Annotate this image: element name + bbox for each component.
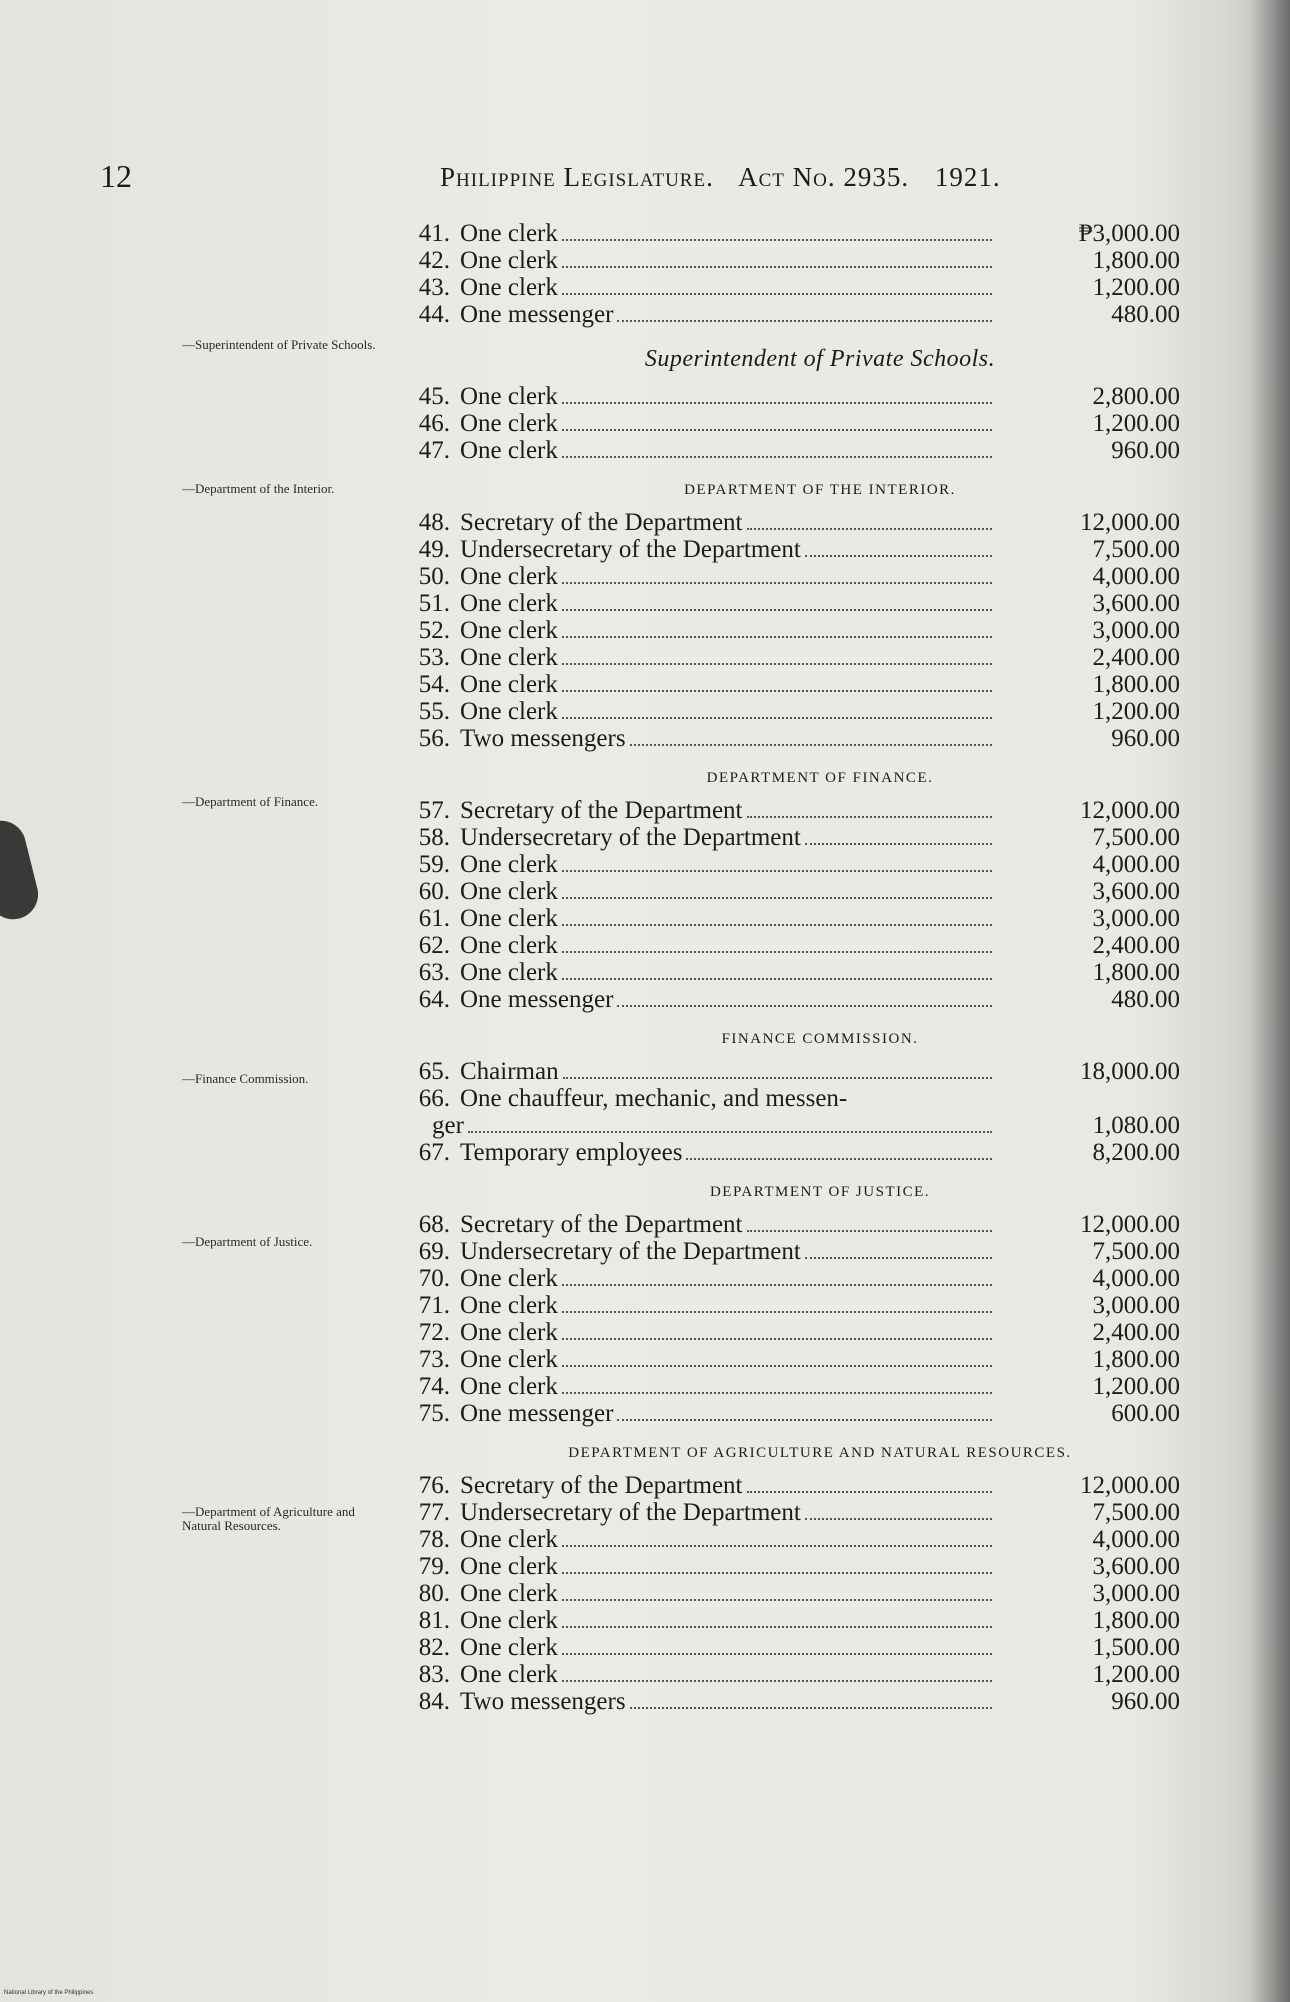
item-amount: 4,000.00 <box>1092 563 1180 590</box>
dot-leader <box>562 1626 992 1628</box>
item-label: Secretary of the Department <box>460 1211 743 1238</box>
item-number: 49. <box>418 536 450 563</box>
item-number: 63. <box>418 959 450 986</box>
item-number: 48. <box>418 509 450 536</box>
dot-leader <box>805 555 992 557</box>
item-number: 78. <box>418 1526 450 1553</box>
item-amount: 1,080.00 <box>1092 1112 1180 1139</box>
item-number: 79. <box>418 1553 450 1580</box>
item-label: One clerk <box>460 644 558 671</box>
section-heading: DEPARTMENT OF AGRICULTURE AND NATURAL RESOURCES. <box>568 1445 1072 1461</box>
item-amount: 3,600.00 <box>1092 1553 1180 1580</box>
dot-leader <box>630 744 992 746</box>
item-label: One clerk <box>460 959 558 986</box>
item-number: 80. <box>418 1580 450 1607</box>
item-number: 81. <box>418 1607 450 1634</box>
line-item <box>400 986 1180 1013</box>
line-item <box>400 1634 1180 1661</box>
section-heading: DEPARTMENT OF THE INTERIOR. <box>684 482 956 498</box>
item-label: One clerk <box>460 1526 558 1553</box>
dot-leader <box>468 1131 992 1133</box>
line-item <box>400 905 1180 932</box>
item-amount: 12,000.00 <box>1080 797 1180 824</box>
item-number: 59. <box>418 851 450 878</box>
line-item <box>400 410 1180 437</box>
dot-leader <box>562 897 992 899</box>
line-item <box>400 617 1180 644</box>
item-label: One clerk <box>460 671 558 698</box>
item-label: One clerk <box>460 1319 558 1346</box>
item-amount: 7,500.00 <box>1092 536 1180 563</box>
item-amount: 1,200.00 <box>1092 1661 1180 1688</box>
line-item <box>400 301 1180 328</box>
line-item <box>400 932 1180 959</box>
item-label: Two messengers <box>460 1688 626 1715</box>
line-item <box>400 1058 1180 1085</box>
running-head-title: Philippine Legislature. <box>440 162 714 192</box>
item-label: One clerk <box>460 410 558 437</box>
item-label: Temporary employees <box>460 1139 683 1166</box>
item-label: One clerk <box>460 617 558 644</box>
appropriation-list <box>400 220 1180 1715</box>
item-amount: 4,000.00 <box>1092 1526 1180 1553</box>
item-number: 64. <box>418 986 450 1013</box>
section-heading: Superintendent of Private Schools. <box>644 346 996 372</box>
line-item <box>400 1553 1180 1580</box>
item-number: 45. <box>418 383 450 410</box>
item-label: One clerk <box>460 437 558 464</box>
item-number: 69. <box>418 1238 450 1265</box>
item-amount: 960.00 <box>1111 1688 1180 1715</box>
line-item <box>400 1526 1180 1553</box>
line-item <box>400 878 1180 905</box>
line-item <box>400 509 1180 536</box>
dot-leader <box>562 609 992 611</box>
line-item <box>400 1607 1180 1634</box>
item-label: Secretary of the Department <box>460 509 743 536</box>
item-amount: 960.00 <box>1111 725 1180 752</box>
item-label: One clerk <box>460 932 558 959</box>
dot-leader <box>562 924 992 926</box>
section-heading: DEPARTMENT OF JUSTICE. <box>709 1184 931 1200</box>
item-number: 75. <box>418 1400 450 1427</box>
line-item <box>400 220 1180 247</box>
item-number: 58. <box>418 824 450 851</box>
line-item <box>400 1238 1180 1265</box>
item-number: 50. <box>418 563 450 590</box>
dot-leader <box>562 717 992 719</box>
item-label: One clerk <box>460 1265 558 1292</box>
dot-leader <box>562 1599 992 1601</box>
item-amount: 4,000.00 <box>1092 1265 1180 1292</box>
line-item <box>400 247 1180 274</box>
item-amount: 7,500.00 <box>1092 1499 1180 1526</box>
item-amount: 1,200.00 <box>1092 274 1180 301</box>
page-edge-shadow <box>1248 0 1290 2002</box>
item-amount: 18,000.00 <box>1080 1058 1180 1085</box>
item-label: One clerk <box>460 1292 558 1319</box>
item-number: 56. <box>418 725 450 752</box>
line-item <box>400 1211 1180 1238</box>
item-number: 42. <box>418 247 450 274</box>
item-label: One clerk <box>460 1607 558 1634</box>
margin-note: —Department of the Interior. <box>182 481 335 496</box>
dot-leader <box>562 951 992 953</box>
item-amount: 2,800.00 <box>1092 383 1180 410</box>
item-amount: 2,400.00 <box>1092 932 1180 959</box>
item-number: 61. <box>418 905 450 932</box>
section-heading: DEPARTMENT OF FINANCE. <box>706 770 934 786</box>
dot-leader <box>747 816 992 818</box>
dot-leader <box>562 239 992 241</box>
item-amount: 7,500.00 <box>1092 1238 1180 1265</box>
line-item <box>400 671 1180 698</box>
item-number: 47. <box>418 437 450 464</box>
item-label: One clerk <box>460 247 558 274</box>
running-head-act: Act No. 2935. <box>738 162 910 192</box>
item-amount: 2,400.00 <box>1092 1319 1180 1346</box>
item-amount: 600.00 <box>1111 1400 1180 1427</box>
item-number: 66. <box>418 1085 450 1112</box>
item-amount: 3,000.00 <box>1092 617 1180 644</box>
item-number: 57. <box>418 797 450 824</box>
line-item <box>400 1400 1180 1427</box>
item-number: 67. <box>418 1139 450 1166</box>
dot-leader <box>805 1257 992 1259</box>
line-item <box>400 797 1180 824</box>
item-number: 72. <box>418 1319 450 1346</box>
margin-note: —Department of Finance. <box>182 794 319 809</box>
item-amount: 3,000.00 <box>1092 1292 1180 1319</box>
page-number: 12 <box>100 158 132 194</box>
line-item <box>400 1112 1180 1139</box>
line-item <box>400 383 1180 410</box>
line-item <box>400 851 1180 878</box>
item-amount: 1,200.00 <box>1092 410 1180 437</box>
line-item <box>400 590 1180 617</box>
item-label: One clerk <box>460 905 558 932</box>
item-label: Chairman <box>460 1058 559 1085</box>
line-item <box>400 563 1180 590</box>
dot-leader <box>562 1365 992 1367</box>
dot-leader <box>562 293 992 295</box>
item-number: 70. <box>418 1265 450 1292</box>
item-amount: 12,000.00 <box>1080 1472 1180 1499</box>
item-number: 46. <box>418 410 450 437</box>
dot-leader <box>562 1572 992 1574</box>
line-item <box>400 1472 1180 1499</box>
line-item <box>400 725 1180 752</box>
item-label: ger <box>432 1112 464 1139</box>
line-item <box>400 1346 1180 1373</box>
section-heading: FINANCE COMMISSION. <box>721 1031 919 1047</box>
margin-note: —Finance Commission. <box>182 1071 309 1086</box>
dot-leader <box>617 320 992 322</box>
line-item <box>400 824 1180 851</box>
scan-thumb-artifact <box>0 815 43 924</box>
item-number: 74. <box>418 1373 450 1400</box>
item-number: 62. <box>418 932 450 959</box>
line-item <box>400 437 1180 464</box>
dot-leader <box>562 1284 992 1286</box>
item-amount: 8,200.00 <box>1092 1139 1180 1166</box>
dot-leader <box>805 843 992 845</box>
item-amount: ₱3,000.00 <box>1078 220 1180 247</box>
scan-footer: National Library of the Philippines <box>4 1990 94 1996</box>
item-number: 53. <box>418 644 450 671</box>
item-number: 83. <box>418 1661 450 1688</box>
item-number: 44. <box>418 301 450 328</box>
item-label: One clerk <box>460 563 558 590</box>
item-amount: 1,800.00 <box>1092 247 1180 274</box>
dot-leader <box>562 402 992 404</box>
item-label: Secretary of the Department <box>460 797 743 824</box>
item-label: One messenger <box>460 1400 614 1427</box>
item-label: One clerk <box>460 1553 558 1580</box>
item-label: One clerk <box>460 590 558 617</box>
line-item <box>400 1319 1180 1346</box>
item-amount: 12,000.00 <box>1080 1211 1180 1238</box>
dot-leader <box>747 1230 992 1232</box>
item-number: 71. <box>418 1292 450 1319</box>
line-item <box>400 1139 1180 1166</box>
item-amount: 1,800.00 <box>1092 1346 1180 1373</box>
dot-leader <box>563 1077 992 1079</box>
item-amount: 3,600.00 <box>1092 878 1180 905</box>
item-number: 84. <box>418 1688 450 1715</box>
dot-leader <box>562 1680 992 1682</box>
line-item <box>400 644 1180 671</box>
item-label: One clerk <box>460 1661 558 1688</box>
dot-leader <box>562 1338 992 1340</box>
running-head-year: 1921. <box>934 162 1001 192</box>
item-amount: 480.00 <box>1111 301 1180 328</box>
item-label: One messenger <box>460 986 614 1013</box>
item-label: One clerk <box>460 1346 558 1373</box>
line-item <box>400 698 1180 725</box>
item-number: 54. <box>418 671 450 698</box>
dot-leader <box>562 582 992 584</box>
running-head <box>440 162 1019 193</box>
dot-leader <box>747 528 992 530</box>
dot-leader <box>562 870 992 872</box>
item-number: 41. <box>418 220 450 247</box>
item-label: One clerk <box>460 383 558 410</box>
item-number: 60. <box>418 878 450 905</box>
item-amount: 1,200.00 <box>1092 1373 1180 1400</box>
item-amount: 3,600.00 <box>1092 590 1180 617</box>
item-number: 76. <box>418 1472 450 1499</box>
line-item <box>400 1085 1180 1112</box>
item-number: 65. <box>418 1058 450 1085</box>
item-amount: 1,200.00 <box>1092 698 1180 725</box>
dot-leader <box>630 1707 992 1709</box>
item-label: Undersecretary of the Department <box>460 1499 801 1526</box>
item-amount: 1,500.00 <box>1092 1634 1180 1661</box>
item-number: 73. <box>418 1346 450 1373</box>
item-label: One messenger <box>460 301 614 328</box>
line-item <box>400 274 1180 301</box>
item-label: One clerk <box>460 698 558 725</box>
margin-note: —Department of Agriculture and Natural Resources. <box>182 1504 355 1533</box>
dot-leader <box>617 1419 992 1421</box>
item-amount: 1,800.00 <box>1092 1607 1180 1634</box>
item-label: One clerk <box>460 878 558 905</box>
item-label: Two messengers <box>460 725 626 752</box>
dot-leader <box>686 1158 992 1160</box>
item-number: 82. <box>418 1634 450 1661</box>
dot-leader <box>562 663 992 665</box>
dot-leader <box>805 1518 992 1520</box>
item-amount: 3,000.00 <box>1092 1580 1180 1607</box>
item-label: Undersecretary of the Department <box>460 536 801 563</box>
item-label: One chauffeur, mechanic, and messen- <box>460 1085 848 1112</box>
dot-leader <box>562 1392 992 1394</box>
item-number: 68. <box>418 1211 450 1238</box>
dot-leader <box>562 636 992 638</box>
item-label: One clerk <box>460 1373 558 1400</box>
dot-leader <box>562 456 992 458</box>
line-item <box>400 1265 1180 1292</box>
item-label: One clerk <box>460 220 558 247</box>
item-amount: 1,800.00 <box>1092 671 1180 698</box>
item-number: 52. <box>418 617 450 644</box>
dot-leader <box>562 690 992 692</box>
line-item <box>400 959 1180 986</box>
item-label: One clerk <box>460 851 558 878</box>
line-item <box>400 1688 1180 1715</box>
line-item <box>400 1580 1180 1607</box>
item-label: Undersecretary of the Department <box>460 1238 801 1265</box>
item-number: 55. <box>418 698 450 725</box>
item-number: 77. <box>418 1499 450 1526</box>
dot-leader <box>562 1545 992 1547</box>
line-item <box>400 1661 1180 1688</box>
item-amount: 2,400.00 <box>1092 644 1180 671</box>
dot-leader <box>562 978 992 980</box>
line-item <box>400 1292 1180 1319</box>
line-item <box>400 1499 1180 1526</box>
line-item <box>400 536 1180 563</box>
dot-leader <box>617 1005 992 1007</box>
item-label: One clerk <box>460 1580 558 1607</box>
item-amount: 480.00 <box>1111 986 1180 1013</box>
dot-leader <box>562 429 992 431</box>
item-label: One clerk <box>460 1634 558 1661</box>
item-label: One clerk <box>460 274 558 301</box>
margin-note: —Department of Justice. <box>182 1234 313 1249</box>
dot-leader <box>562 266 992 268</box>
item-amount: 1,800.00 <box>1092 959 1180 986</box>
item-amount: 960.00 <box>1111 437 1180 464</box>
item-label: Secretary of the Department <box>460 1472 743 1499</box>
item-label: Undersecretary of the Department <box>460 824 801 851</box>
line-item <box>400 1373 1180 1400</box>
item-amount: 4,000.00 <box>1092 851 1180 878</box>
item-amount: 3,000.00 <box>1092 905 1180 932</box>
dot-leader <box>562 1311 992 1313</box>
item-number: 51. <box>418 590 450 617</box>
item-number: 43. <box>418 274 450 301</box>
dot-leader <box>562 1653 992 1655</box>
dot-leader <box>747 1491 992 1493</box>
item-amount: 12,000.00 <box>1080 509 1180 536</box>
margin-note: —Superintendent of Private Schools. <box>182 337 376 352</box>
item-amount: 7,500.00 <box>1092 824 1180 851</box>
